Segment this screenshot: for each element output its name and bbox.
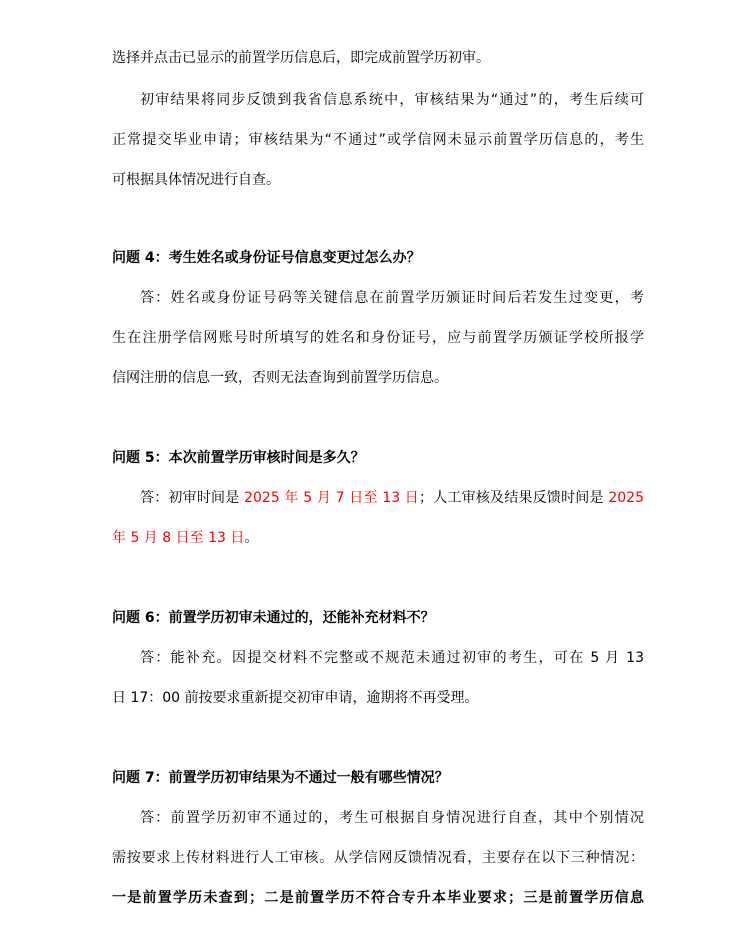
paragraph-line: 选择并点击已显示的前置学历信息后，即完成前置学历初审。	[112, 50, 490, 66]
answer-line: 需按要求上传材料进行人工审核。从学信网反馈情况看，主要存在以下三种情况：	[112, 850, 644, 866]
answer-text: ；人工审核及结果反馈时间是	[419, 490, 609, 506]
highlighted-date: 年 5 月 8 日至 13 日	[112, 530, 245, 546]
answer-line: 信网注册的信息一致，否则无法查询到前置学历信息。	[112, 370, 448, 386]
answer-line	[112, 528, 644, 548]
answer-text: 答：初审时间是	[140, 490, 245, 506]
answer-line: 答：姓名或身份证号码等关键信息在前置学历颁证时间后若发生过变更，考	[140, 290, 644, 306]
answer-text: 。	[244, 530, 259, 546]
paragraph-line: 正常提交毕业申请；审核结果为“不通过”或学信网未显示前置学历信息的，考生	[112, 132, 644, 148]
answer-line	[140, 488, 644, 508]
highlighted-date: 2025	[608, 490, 644, 506]
answer-line: 一是前置学历未查到；二是前置学历不符合专升本毕业要求；三是前置学历信息	[112, 890, 644, 906]
question-heading: 问题 6：前置学历初审未通过的，还能补充材料不？	[112, 610, 435, 626]
paragraph-line: 可根据具体情况进行自查。	[112, 172, 280, 188]
answer-line: 生在注册学信网账号时所填写的姓名和身份证号，应与前置学历颁证学校所报学	[112, 330, 644, 346]
answer-line: 答：前置学历初审不通过的，考生可根据自身情况进行自查，其中个别情况	[140, 810, 644, 826]
highlighted-date: 2025 年 5 月 7 日至 13 日	[244, 490, 419, 506]
answer-line: 日 17：00 前按要求重新提交初审申请，逾期将不再受理。	[112, 690, 479, 706]
answer-line: 答：能补充。因提交材料不完整或不规范未通过初审的考生，可在 5 月 13	[140, 650, 644, 666]
question-heading: 问题 5：本次前置学历审核时间是多久？	[112, 450, 365, 466]
question-heading: 问题 4：考生姓名或身份证号信息变更过怎么办？	[112, 250, 421, 266]
paragraph-line: 初审结果将同步反馈到我省信息系统中，审核结果为“通过”的，考生后续可	[140, 92, 644, 108]
question-heading: 问题 7：前置学历初审结果为不通过一般有哪些情况？	[112, 770, 449, 786]
